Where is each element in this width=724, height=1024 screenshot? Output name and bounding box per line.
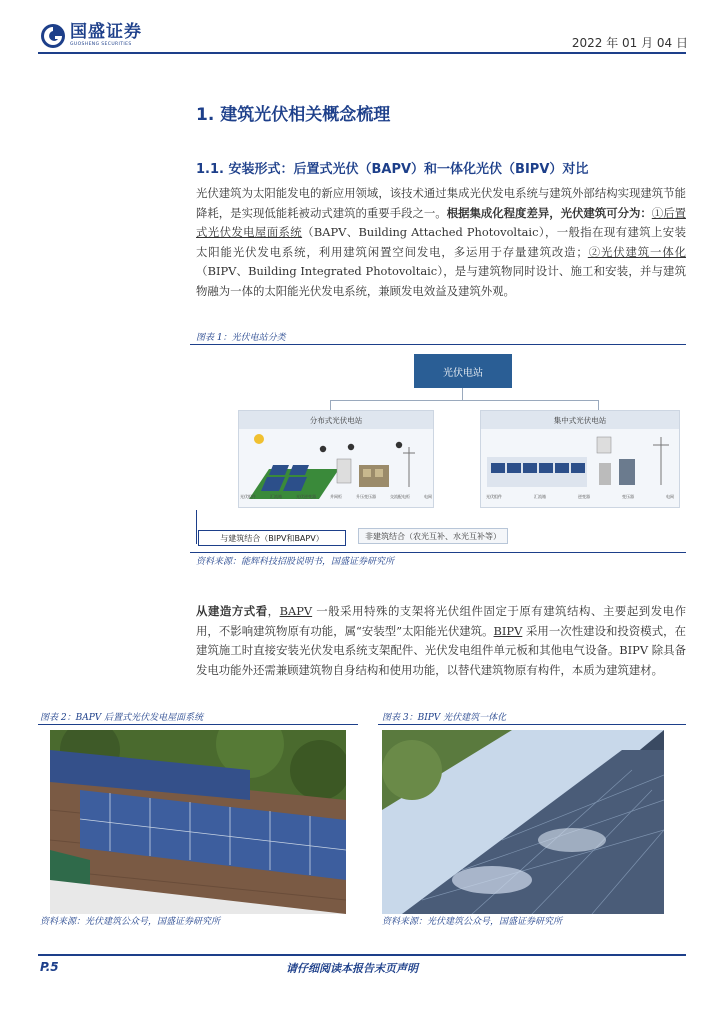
legend-label: 交流配电柜 <box>390 494 410 499</box>
figure-source: 资料来源：光伏建筑公众号，国盛证券研究所 <box>40 917 221 927</box>
connector-line <box>330 400 598 401</box>
report-date: 2022 年 01 月 04 日 <box>571 36 688 50</box>
legend-label: 电网 <box>666 494 674 499</box>
footer-divider <box>38 954 686 956</box>
legend-label: 逆变器 <box>578 494 590 499</box>
para-underline: BAPV <box>279 604 313 618</box>
legend-label: 电网 <box>424 494 432 499</box>
bapv-roof-photo <box>50 730 346 914</box>
legend-label: 升压变压器 <box>356 494 376 499</box>
footer-disclaimer: 请仔细阅读本报告末页声明 <box>286 962 418 975</box>
logo-subtext: GUOSHENG SECURITIES <box>70 42 132 48</box>
para-bold: 从建造方式看 <box>196 604 268 618</box>
centralized-legend <box>486 494 674 500</box>
bracket-line <box>196 510 197 544</box>
legend-label: 汇流箱 <box>534 494 546 499</box>
figure-source: 资料来源：光伏建筑公众号，国盛证券研究所 <box>382 917 563 927</box>
distributed-legend <box>240 494 432 500</box>
para-bold: 根据集成化程度差异，光伏建筑可分为： <box>446 205 652 220</box>
figure-divider <box>38 724 358 725</box>
transformer-icon <box>619 459 635 485</box>
panel-title: 分布式光伏电站 <box>239 411 433 429</box>
section-heading: 1. 建筑光伏相关概念梳理 <box>196 105 391 125</box>
para-text: 光伏建筑为太阳能发电的新应用领域，该技术通过集成光伏发电系统与建筑外部结构实现建筑节能降耗，是实现低能耗被动式建筑的重要手段之一。 <box>196 186 686 220</box>
subsection-heading: 1.1. 安装形式：后置式光伏（BAPV）和一体化光伏（BIPV）对比 <box>196 162 589 177</box>
legend-label: 光伏组件 <box>486 494 502 499</box>
inverter-icon <box>337 459 351 483</box>
figure-source: 资料来源：能辉科技招股说明书，国盛证券研究所 <box>196 557 395 567</box>
para-text: （BIPV、Building Integrated Photovoltaic），是与建筑物同时设计、施工和安装，并与建筑物融为一体的太阳能光伏发电系统，兼顾发电效益及建筑外观。 <box>196 264 686 298</box>
logo-icon <box>40 23 66 49</box>
non-building-tag: 非建筑结合（农光互补、水光互补等） <box>358 528 508 544</box>
sun-icon <box>254 434 264 444</box>
figure-divider <box>378 724 686 725</box>
header-divider <box>38 52 686 54</box>
panel-title: 集中式光伏电站 <box>481 411 679 429</box>
figure-caption: 图表 2：BAPV 后置式光伏发电屋面系统 <box>40 713 204 723</box>
logo-text: 国盛证券 <box>70 22 142 43</box>
intro-paragraph <box>196 184 686 301</box>
para-text: 采用一次性建设和投资模式，在建筑施工时直接安装光伏发电系统支架配件、光伏发电组件单元板和其他电气设备。BIPV 除具备发电功能外还需兼顾建筑物自身结构和使用功能，以替代建筑物原有构件，本质为建筑建材。 <box>196 623 686 677</box>
connector-line <box>598 400 599 410</box>
para-underline: BIPV <box>493 623 523 638</box>
company-logo <box>40 22 155 50</box>
para-underline: ②光伏建筑一体化 <box>587 244 686 259</box>
connector-line <box>462 388 463 400</box>
pv-station-box: 光伏电站 <box>414 354 512 388</box>
figure-caption: 图表 3：BIPV 光伏建筑一体化 <box>382 713 507 723</box>
building-integrated-tag: 与建筑结合（BIPV和BAPV） <box>198 530 346 546</box>
para-text: 一般采用特殊的支架将光伏组件固定于原有建筑结构、主要起到发电作用，不影响建筑物原有功能，属“安装型”太阳能光伏建筑。 <box>196 604 686 638</box>
figure-caption: 图表 1：光伏电站分类 <box>196 333 286 343</box>
para-text: ， <box>267 604 280 618</box>
legend-label: 光伏组件 <box>240 494 256 499</box>
page-number: P.5 <box>40 960 59 974</box>
figure-divider <box>190 552 686 553</box>
legend-label: 光伏逆变器 <box>296 494 316 499</box>
connector-line <box>330 400 331 410</box>
bipv-roof-photo <box>382 730 664 914</box>
para-text: （BAPV、Building Attached Photovoltaic），一般指在现有建筑上安装太阳能光伏发电系统，利用建筑闲置空间发电，多运用于存量建筑改造； <box>196 225 686 259</box>
construction-paragraph <box>196 602 686 680</box>
para-underline: ①后置式光伏发电屋面系统 <box>196 205 686 239</box>
inverter-icon <box>597 437 611 453</box>
legend-label: 汇流箱 <box>270 494 282 499</box>
legend-label: 变压器 <box>622 494 634 499</box>
legend-label: 并网柜 <box>330 494 342 499</box>
figure-divider <box>190 344 686 345</box>
